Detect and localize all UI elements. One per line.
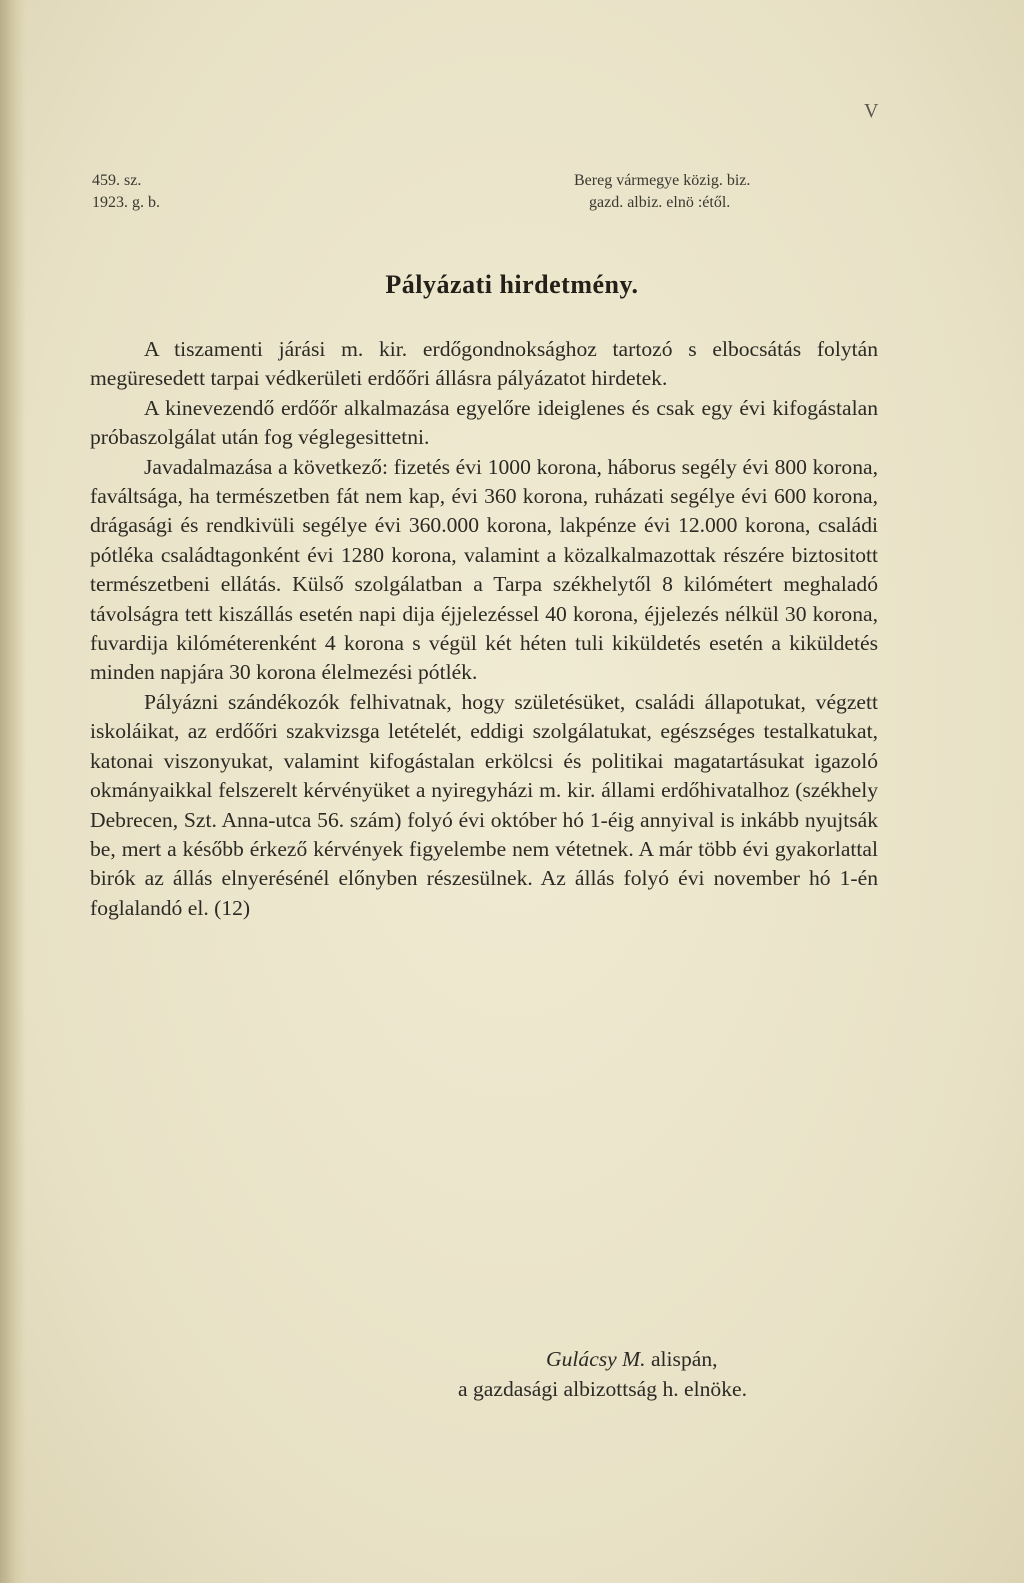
signatory-role: alispán, — [650, 1347, 718, 1371]
paragraph-application: Pályázni szándékozók felhivatnak, hogy születésüket, családi állapotukat, végzett iskoláikat, az erdőőri szakvizsga letételét, eddigi szolgálatukat, egészséges testalkatukat, katonai viszonyukat, valamint kifogástalan erkölcsi és politikai magatartásukat igazoló okmányaikkal felszerelt kérvényüket a nyiregyházi m. kir. állami erdőhivatalhoz (székhely Debrecen, Szt. Anna-utca 56. szám) folyó évi október hó 1-éig annyival is inkább nyujtsák be, mert a később érkező kérvények figyelembe nem vétetnek. A már több évi gyakorlattal birók az állás elnyerésénél előnyben részesülnek. Az állás folyó évi november hó 1-én foglalandó el. (12) — [90, 689, 878, 920]
paragraph-vacancy: A tiszamenti járási m. kir. erdőgondnoksághoz tartozó s elbocsátás folytán megüresedett tarpai védkerületi erdőőri állásra pályázatot hirdetek. — [90, 337, 878, 391]
signature-line-1 — [458, 1344, 878, 1374]
announcement-body — [90, 335, 878, 923]
page-mark: V — [864, 100, 879, 122]
signatory-name: Gulácsy M. — [546, 1347, 646, 1371]
signature-line-2: a gazdasági albizottság h. elnöke. — [458, 1377, 748, 1401]
issuer-line-2: gazd. albiz. elnö :étől. — [589, 194, 731, 211]
page-spine-shadow — [0, 0, 26, 1583]
reference-number: 459. sz. — [92, 172, 142, 189]
page-title: Pályázati hirdetmény. — [385, 270, 639, 299]
issuer-block — [574, 170, 750, 214]
issuer-line-1: Bereg vármegye közig. biz. — [574, 172, 751, 189]
reference-number-block — [92, 170, 160, 214]
signature-block — [458, 1344, 878, 1404]
paragraph-probation: A kinevezendő erdőőr alkalmazása egyelőre ideiglenes és csak egy évi kifogástalan próbaszolgálat után fog véglegesittetni. — [90, 395, 878, 450]
paragraph-salary: Javadalmazása a következő: fizetés évi 1000 korona, háborus segély évi 800 korona, faváltsága, ha természetben fát nem kap, évi 360 korona, ruházati segélye évi 600 korona, drágasági és rendkivüli segélye évi 360.000 korona, lakpénze évi 12.000 korona, családi pótléka családtagonként évi 1280 korona, valamint a közalkalmazottak részére biztositott természetbeni ellátás. Külső szolgálatban a Tarpa székhelytől 8 kilómétert meghaladó távolságra tett kiszállás esetén napi dija éjjelezéssel 40 korona, éjjelezés nélkül 30 korona, fuvardija kilóméterenként 4 korona s végül két héten tuli kiküldetés esetén a kiküldetés minden napjára 30 korona élelmezési pótlék. — [90, 454, 878, 685]
reference-year: 1923. g. b. — [92, 194, 160, 211]
